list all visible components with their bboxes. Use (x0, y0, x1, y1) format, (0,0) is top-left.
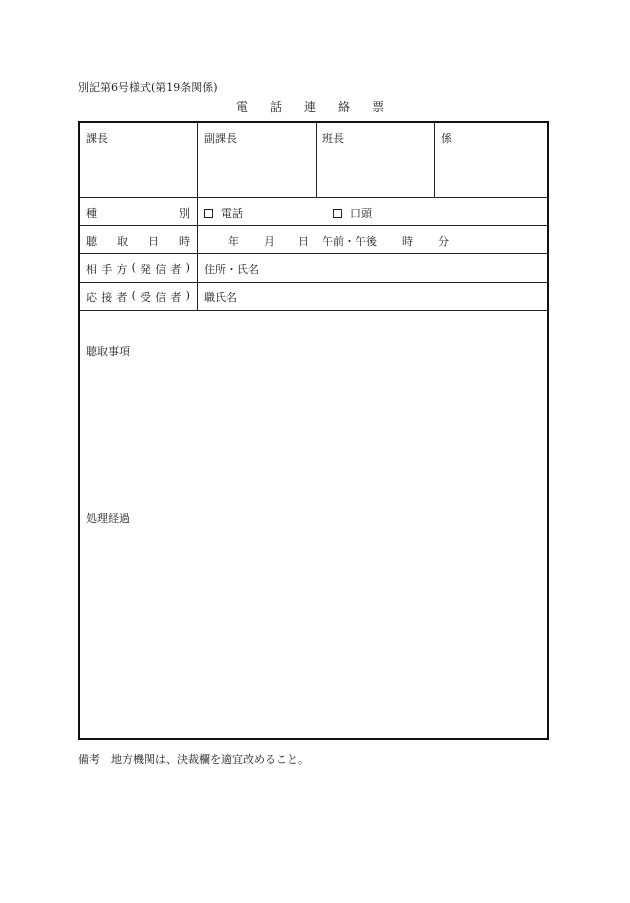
form-table (78, 121, 549, 740)
row-divider (80, 282, 547, 283)
title-char: 票 (372, 100, 385, 114)
day-unit[interactable]: 日 (298, 235, 309, 248)
option-telephone[interactable]: 電話 (204, 205, 243, 221)
checkbox-icon[interactable] (204, 209, 213, 218)
approval-staff[interactable]: 係 (441, 132, 452, 145)
hearing-items-heading[interactable]: 聴取事項 (86, 345, 130, 358)
form-reference: 別記第6号様式(第19条関係) (78, 81, 218, 94)
title-char: 話 (270, 100, 283, 114)
responder-label: 応 接 者 ( 受 信 者 ) (86, 289, 190, 304)
column-divider (434, 123, 435, 197)
process-heading[interactable]: 処理経過 (86, 512, 130, 525)
approval-section-chief[interactable]: 課長 (86, 132, 108, 145)
column-divider (316, 123, 317, 197)
form-title (236, 98, 384, 115)
row-divider (80, 310, 547, 311)
remarks-note: 備考 地方機関は、決裁欄を適宜改めること。 (78, 753, 309, 766)
hour-unit[interactable]: 時 (402, 235, 413, 248)
row-divider (80, 225, 547, 226)
row-divider (80, 197, 547, 198)
title-char: 連 (304, 100, 317, 114)
caller-address-name[interactable]: 住所・氏名 (204, 263, 259, 276)
responder-title-name[interactable]: 職氏名 (204, 291, 237, 304)
year-unit[interactable]: 年 (228, 235, 239, 248)
option-verbal[interactable]: 口頭 (333, 205, 372, 221)
caller-label: 相 手 方 ( 発 信 者 ) (86, 261, 190, 276)
approval-team-leader[interactable]: 班長 (322, 132, 344, 145)
am-pm[interactable]: 午前・午後 (322, 235, 377, 248)
title-char: 絡 (338, 100, 351, 114)
approval-deputy-chief[interactable]: 副課長 (204, 132, 237, 145)
month-unit[interactable]: 月 (264, 235, 275, 248)
column-divider (197, 123, 198, 310)
type-label: 種 別 (86, 207, 190, 220)
row-divider (80, 253, 547, 254)
datetime-label: 聴 取 日 時 (86, 235, 190, 248)
title-char: 電 (236, 100, 249, 114)
minute-unit[interactable]: 分 (438, 235, 449, 248)
checkbox-icon[interactable] (333, 209, 342, 218)
